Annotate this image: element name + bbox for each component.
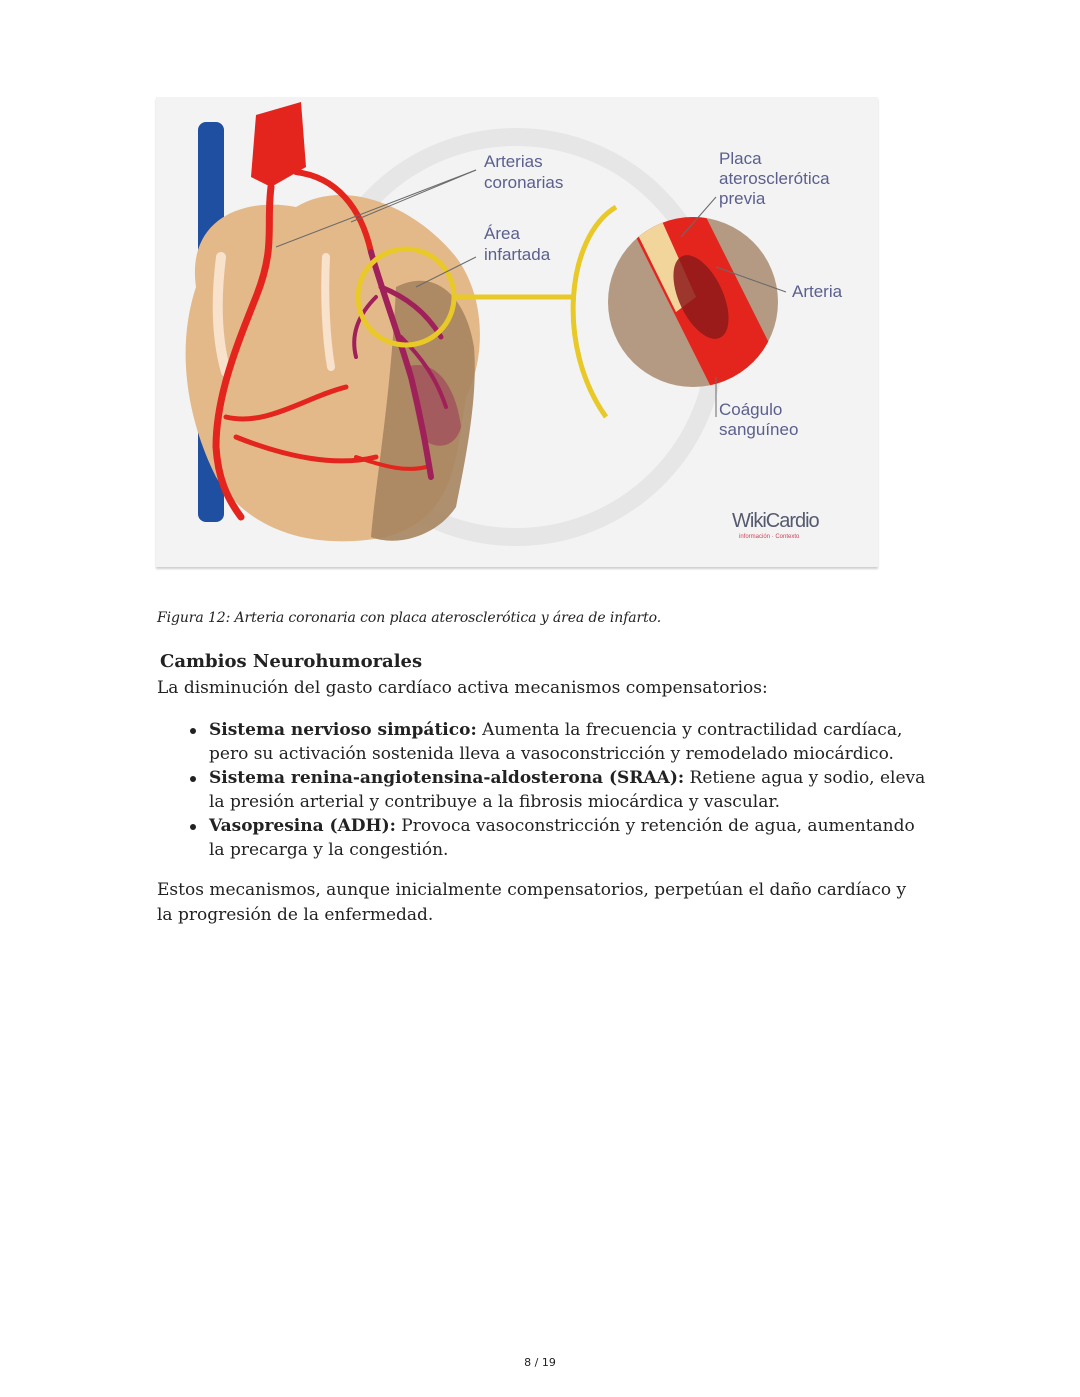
heart-infarct-figure xyxy=(156,97,878,567)
label-arteria: Arteria xyxy=(792,282,843,301)
figure-caption: Figura 12: Arteria coronaria con placa aterosclerótica y área de infarto. xyxy=(157,610,662,626)
list-item xyxy=(157,814,927,862)
closing-paragraph: Estos mecanismos, aunque inicialmente compensatorios, perpetúan el daño cardíaco y la progresión de la enfermedad. xyxy=(157,880,907,925)
wikicardio-tagline: información · Contexto xyxy=(739,534,800,540)
svg-text:sanguíneo: sanguíneo xyxy=(719,420,799,439)
label-placa-aterosclerotica: Placa xyxy=(719,149,762,168)
list-item-term: Vasopresina (ADH): xyxy=(209,816,396,836)
label-coagulo-sanguineo: Coágulo xyxy=(719,400,783,419)
list-item xyxy=(157,718,927,766)
svg-text:coronarias: coronarias xyxy=(484,173,564,192)
list-item-text: Aumenta la frecuencia y contractilidad cardíaca, pero su activación sostenida lleva a vasoconstricción y remodelado miocárdico. xyxy=(209,720,903,764)
bullet-icon xyxy=(190,728,196,734)
svg-text:aterosclerótica: aterosclerótica xyxy=(719,169,830,188)
list-item-term: Sistema renina-angiotensina-aldosterona (SRAA): xyxy=(209,768,685,788)
svg-text:previa: previa xyxy=(719,189,766,208)
bullet-icon xyxy=(190,776,196,782)
mechanisms-list xyxy=(157,718,927,862)
section-intro: La disminución del gasto cardíaco activa mecanismos compensatorios: xyxy=(157,678,768,698)
section-heading: Cambios Neurohumorales xyxy=(160,651,423,672)
page-indicator: 8 / 19 xyxy=(524,1356,556,1369)
svg-text:infartada: infartada xyxy=(484,245,551,264)
list-item xyxy=(157,766,927,814)
list-item-text: Retiene agua y sodio, eleva la presión arterial y contribuye a la fibrosis miocárdica y vascular. xyxy=(209,768,926,812)
heart-illustration xyxy=(156,97,878,567)
label-area-infartada: Área xyxy=(484,224,520,243)
label-arterias-coronarias: Arterias xyxy=(484,152,543,171)
list-item-term: Sistema nervioso simpático: xyxy=(209,720,477,740)
wikicardio-logo: WikiCardio xyxy=(732,510,819,532)
bullet-icon xyxy=(190,824,196,830)
list-item-text: Provoca vasoconstricción y retención de agua, aumentando la precarga y la congestión. xyxy=(209,816,915,860)
